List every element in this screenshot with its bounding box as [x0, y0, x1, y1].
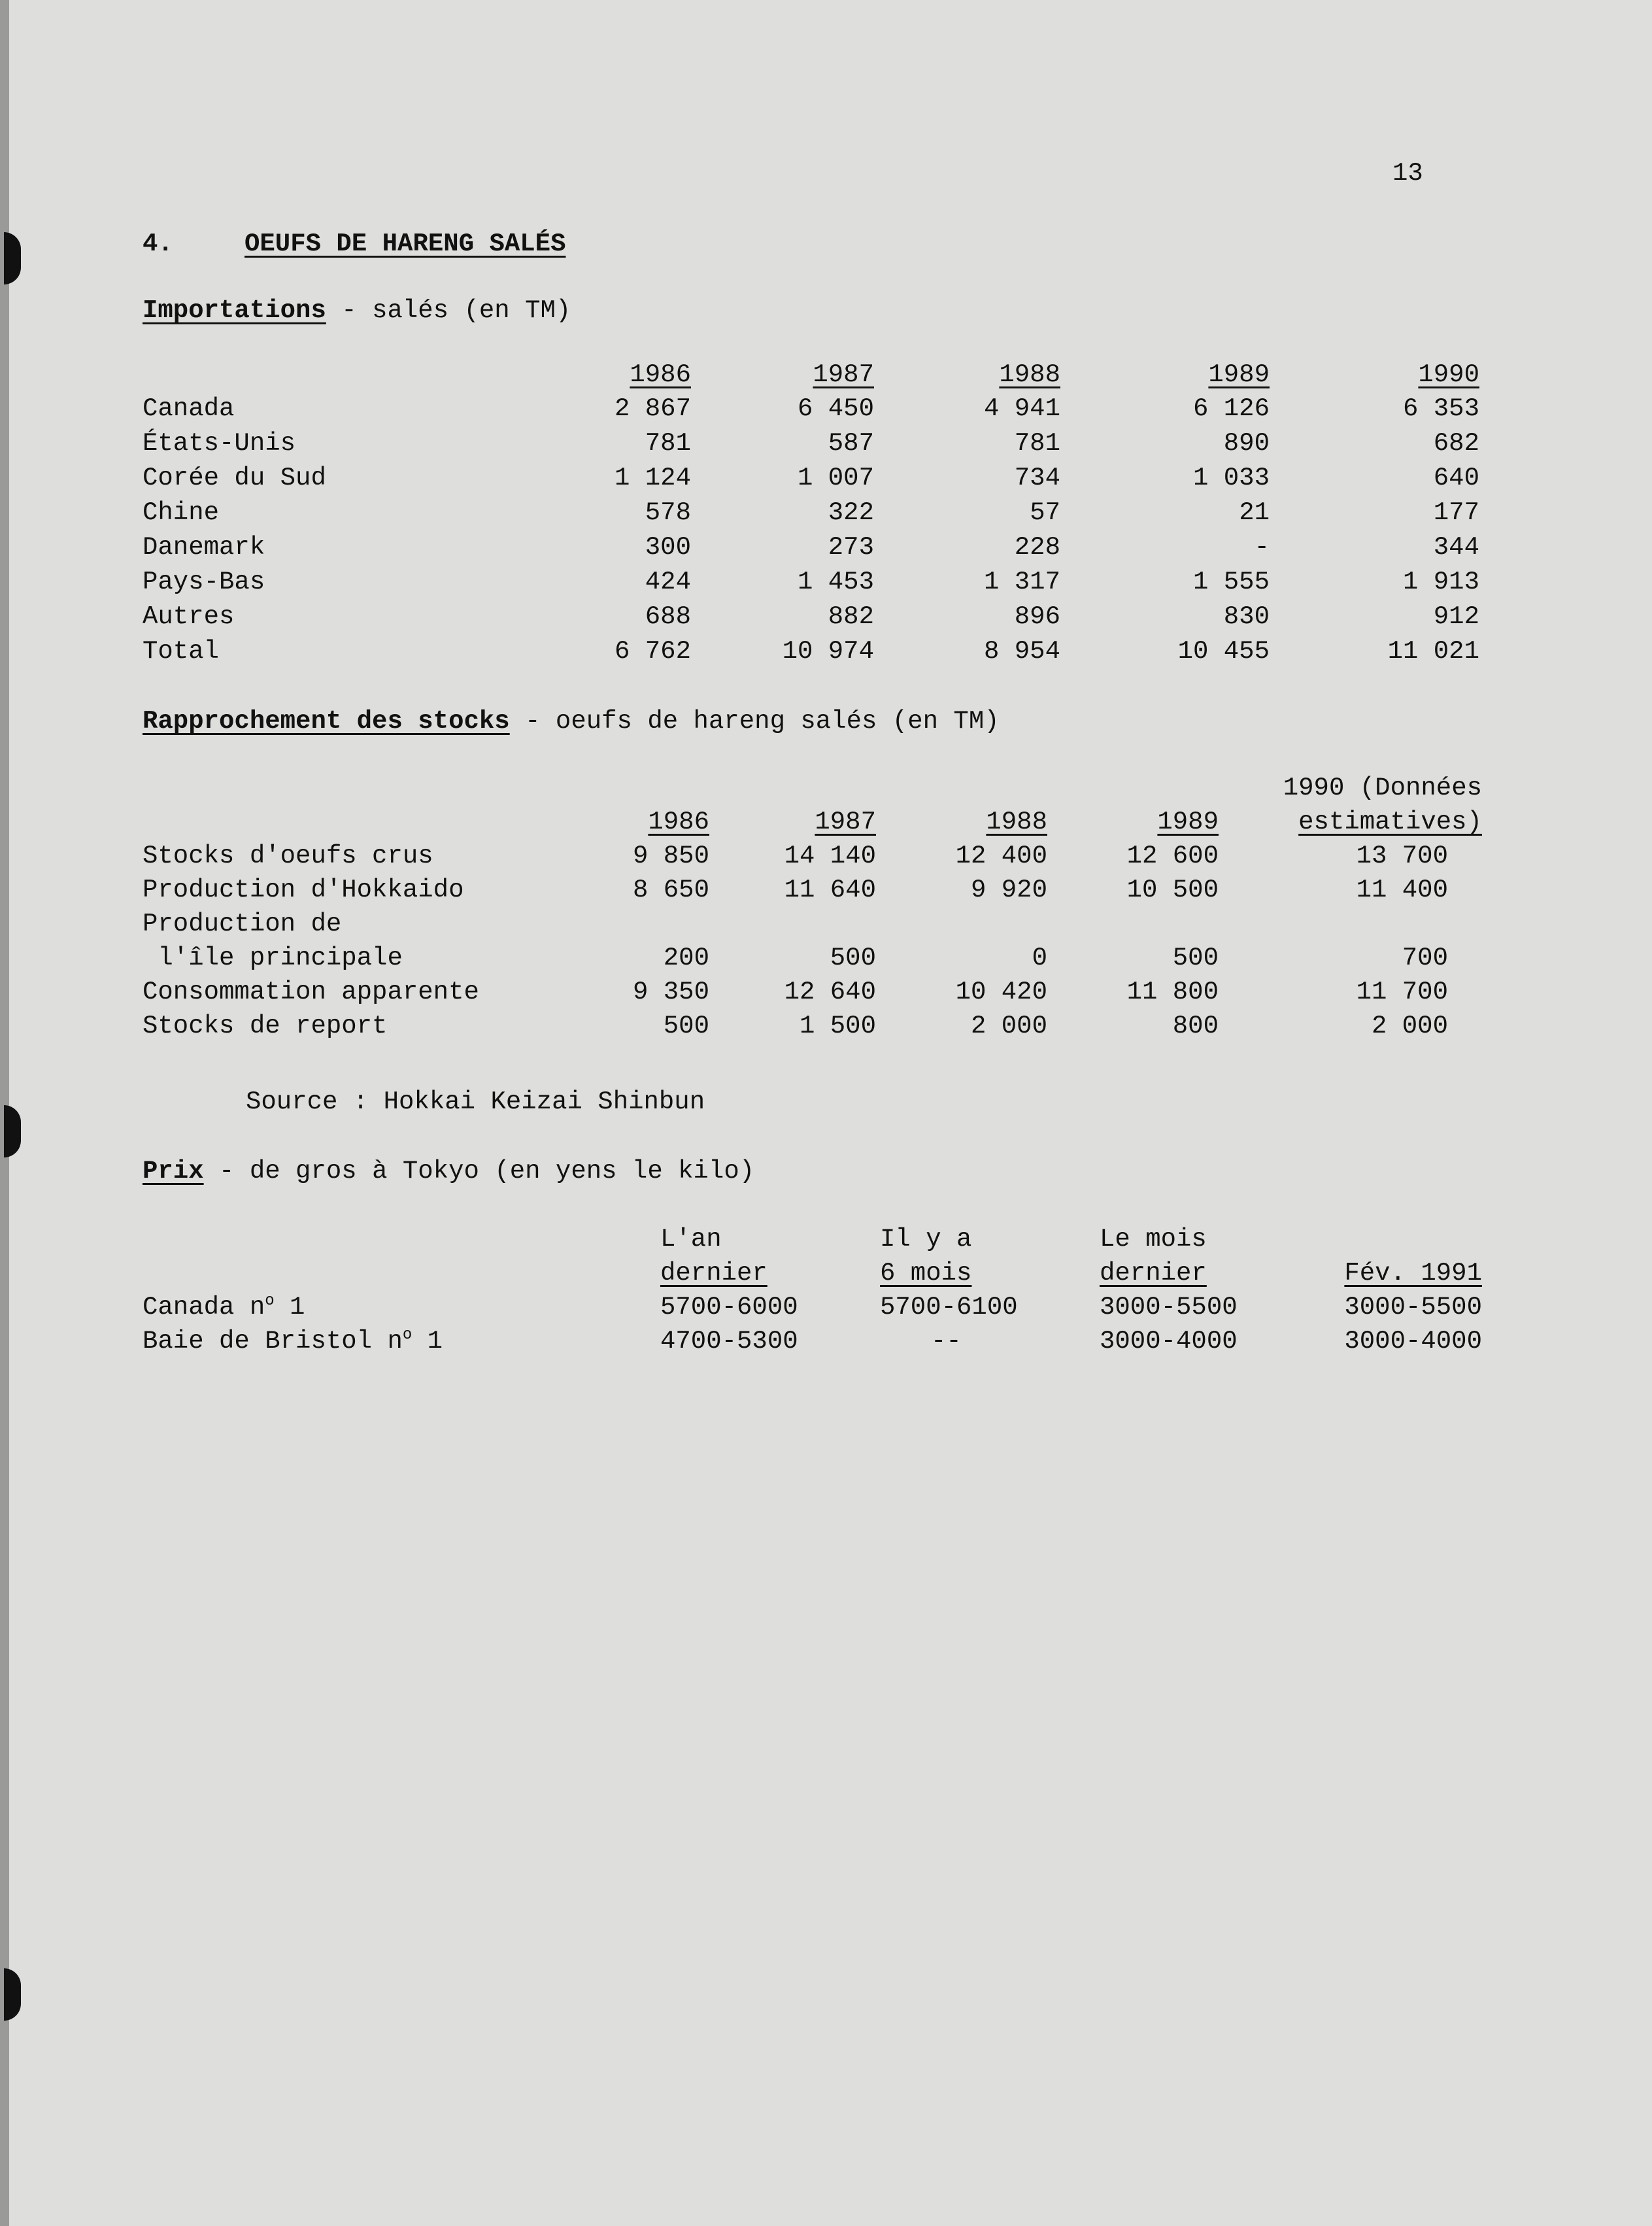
imports-cell: 882 [828, 602, 874, 631]
stocks-year-1990-line2: estimatives) [1298, 808, 1482, 836]
imports-year-header: 1986 [630, 360, 691, 389]
imports-cell: 912 [1433, 602, 1479, 631]
stocks-cell: 11 800 [1126, 978, 1219, 1006]
imports-cell: 1 317 [983, 568, 1060, 596]
imports-row-label: États-Unis [143, 429, 296, 458]
imports-year-header: 1989 [1208, 360, 1270, 389]
stocks-row-label: l'île principale [143, 944, 403, 972]
stocks-year-header: 1987 [815, 808, 876, 836]
imports-cell: 228 [1014, 533, 1060, 562]
imports-cell: 6 353 [1402, 394, 1479, 423]
stocks-cell: 200 [663, 944, 709, 972]
imports-row-label: Total [143, 637, 220, 666]
stocks-cell: 12 600 [1126, 842, 1219, 870]
imports-cell: 6 126 [1192, 394, 1270, 423]
stocks-row-label: Consommation apparente [143, 978, 479, 1006]
imports-row-label: Chine [143, 498, 220, 527]
imports-cell: 1 007 [797, 464, 874, 492]
imports-cell: 1 555 [1192, 568, 1270, 596]
imports-cell: 734 [1014, 464, 1060, 492]
stocks-source: Source : Hokkai Keizai Shinbun [246, 1087, 705, 1116]
prices-cell: 3000-5500 [1100, 1293, 1238, 1322]
imports-cell: 273 [828, 533, 874, 562]
imports-cell: 300 [645, 533, 691, 562]
stocks-cell: 11 400 [1356, 876, 1448, 904]
imports-cell: 587 [828, 429, 874, 458]
imports-cell: 2 867 [614, 394, 691, 423]
stocks-year-header: 1988 [986, 808, 1047, 836]
imports-cell: 4 941 [983, 394, 1060, 423]
imports-cell: 57 [1030, 498, 1060, 527]
imports-cell: 830 [1223, 602, 1270, 631]
imports-row-label: Autres [143, 602, 235, 631]
imports-cell: 8 954 [983, 637, 1060, 666]
stocks-cell: 500 [830, 944, 876, 972]
binder-hole [4, 232, 21, 284]
imports-year-header: 1990 [1418, 360, 1479, 389]
prices-col1-line1: L'an [660, 1225, 722, 1254]
imports-cell: 1 913 [1402, 568, 1479, 596]
stocks-year-header: 1986 [648, 808, 709, 836]
prices-row-label: Baie de Bristol $n^o$ 1 [143, 1326, 443, 1356]
stocks-heading: Rapprochement des stocks - oeufs de hareng salés (en TM) [143, 707, 1000, 736]
stocks-cell: 800 [1172, 1012, 1219, 1040]
prices-cell: 5700-6000 [660, 1293, 798, 1322]
prices-col1-line2: dernier [660, 1259, 767, 1288]
stocks-cell: 14 140 [784, 842, 876, 870]
imports-cell: 11 021 [1387, 637, 1479, 666]
imports-cell: 177 [1433, 498, 1479, 527]
imports-row-label: Pays-Bas [143, 568, 265, 596]
prices-cell: 5700-6100 [880, 1293, 1018, 1322]
stocks-row-label: Production de [143, 910, 342, 938]
stocks-cell: 1 500 [799, 1012, 876, 1040]
imports-cell: 344 [1433, 533, 1479, 562]
page-number: 13 [1392, 159, 1423, 188]
imports-cell: 424 [645, 568, 691, 596]
stocks-cell: 2 000 [970, 1012, 1047, 1040]
imports-row-label: Danemark [143, 533, 265, 562]
stocks-cell: 8 650 [632, 876, 709, 904]
stocks-cell: 11 700 [1356, 978, 1448, 1006]
binder-hole [4, 1968, 21, 2021]
imports-year-header: 1988 [999, 360, 1060, 389]
imports-cell: 1 453 [797, 568, 874, 596]
stocks-cell: 12 640 [784, 978, 876, 1006]
stocks-cell: 700 [1402, 944, 1448, 972]
imports-cell: 1 033 [1192, 464, 1270, 492]
prices-heading: Prix - de gros à Tokyo (en yens le kilo) [143, 1157, 755, 1186]
imports-cell: 6 450 [797, 394, 874, 423]
section-number: 4. [143, 230, 173, 258]
prices-cell: -- [931, 1327, 962, 1356]
prices-cell: 3000-4000 [1344, 1327, 1482, 1356]
stocks-row-label: Stocks d'oeufs crus [143, 842, 433, 870]
imports-cell: 896 [1014, 602, 1060, 631]
stocks-cell: 13 700 [1356, 842, 1448, 870]
imports-cell: 682 [1433, 429, 1479, 458]
imports-cell: 688 [645, 602, 691, 631]
prices-col3-line1: Le mois [1100, 1225, 1207, 1254]
imports-cell: 781 [645, 429, 691, 458]
stocks-row-label: Production d'Hokkaido [143, 876, 464, 904]
imports-cell: 322 [828, 498, 874, 527]
stocks-cell: 9 850 [632, 842, 709, 870]
prices-col3-line2: dernier [1100, 1259, 1207, 1288]
imports-row-label: Canada [143, 394, 235, 423]
prices-col2-line1: Il y a [880, 1225, 972, 1254]
prices-cell: 3000-4000 [1100, 1327, 1238, 1356]
imports-cell: - [1254, 533, 1270, 562]
stocks-cell: 2 000 [1371, 1012, 1448, 1040]
imports-cell: 578 [645, 498, 691, 527]
prices-cell: 3000-5500 [1344, 1293, 1482, 1322]
stocks-cell: 500 [663, 1012, 709, 1040]
imports-cell: 6 762 [614, 637, 691, 666]
stocks-cell: 11 640 [784, 876, 876, 904]
stocks-cell: 10 500 [1126, 876, 1219, 904]
imports-row-label: Corée du Sud [143, 464, 326, 492]
stocks-year-header: 1989 [1157, 808, 1219, 836]
imports-cell: 890 [1223, 429, 1270, 458]
prices-row-label: Canada $n^o$ 1 [143, 1292, 305, 1322]
imports-cell: 10 455 [1177, 637, 1270, 666]
imports-cell: 10 974 [782, 637, 874, 666]
stocks-cell: 10 420 [955, 978, 1047, 1006]
prices-col4-line2: Fév. 1991 [1344, 1259, 1482, 1288]
stocks-cell: 12 400 [955, 842, 1047, 870]
stocks-cell: 9 350 [632, 978, 709, 1006]
imports-cell: 1 124 [614, 464, 691, 492]
stocks-row-label: Stocks de report [143, 1012, 388, 1040]
imports-year-header: 1987 [813, 360, 874, 389]
imports-cell: 781 [1014, 429, 1060, 458]
imports-heading: Importations - salés (en TM) [143, 296, 571, 325]
stocks-cell: 9 920 [970, 876, 1047, 904]
binder-hole [4, 1105, 21, 1157]
prices-col2-line2: 6 mois [880, 1259, 972, 1288]
stocks-cell: 0 [1032, 944, 1047, 972]
stocks-year-1990-line1: 1990 (Données [1283, 774, 1482, 802]
prices-cell: 4700-5300 [660, 1327, 798, 1356]
stocks-cell: 500 [1172, 944, 1219, 972]
imports-cell: 21 [1239, 498, 1270, 527]
imports-cell: 640 [1433, 464, 1479, 492]
section-title: OEUFS DE HARENG SALÉS [244, 230, 566, 258]
